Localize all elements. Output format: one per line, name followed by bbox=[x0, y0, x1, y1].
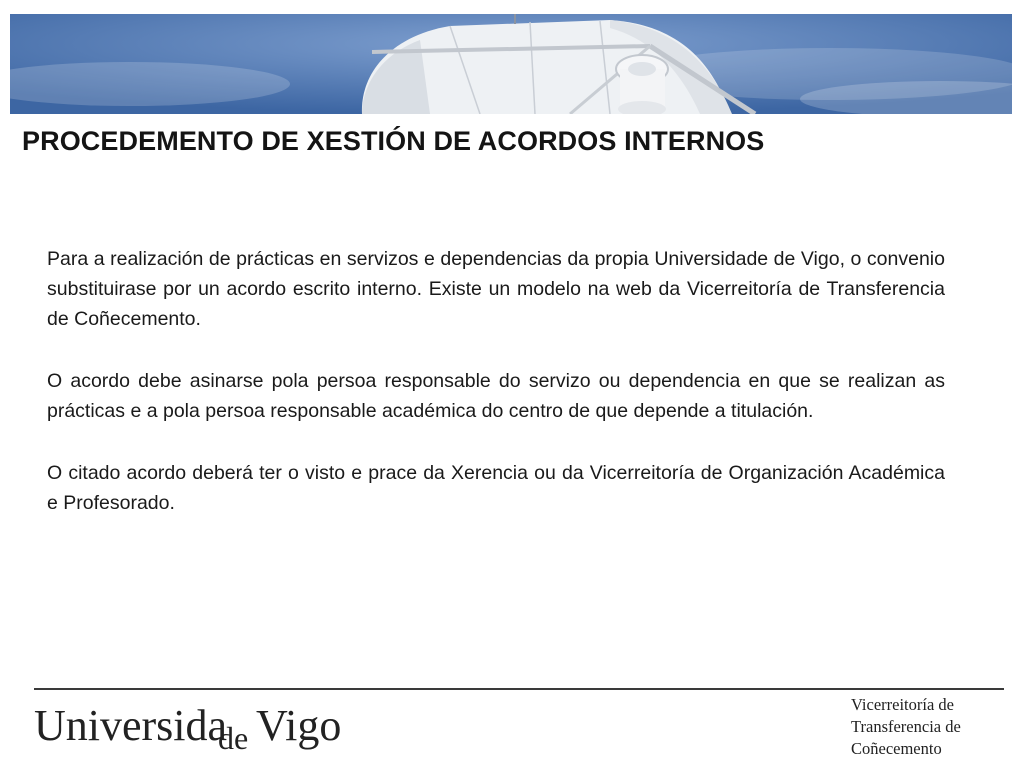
department-name bbox=[851, 694, 1021, 760]
logo-text-vigo: Vigo bbox=[256, 701, 342, 750]
footer-divider bbox=[34, 688, 1004, 690]
department-line-3: Coñecemento bbox=[851, 739, 942, 758]
slide-title: PROCEDEMENTO DE XESTIÓN DE ACORDOS INTERNOS bbox=[22, 126, 765, 156]
department-line-1: Vicerreitoría de bbox=[851, 695, 954, 714]
logo-text-de: de bbox=[218, 720, 249, 756]
slide-body bbox=[47, 244, 945, 550]
logo-text-universida: Universida bbox=[34, 701, 228, 750]
department-line-2: Transferencia de bbox=[851, 717, 961, 736]
paragraph-1: Para a realización de prácticas en servizos e dependencias da propia Universidade de Vigo, o convenio substituirase por un acordo escrito interno. Existe un modelo na web da Vicerreitoría de Transferencia de Coñecemento. bbox=[47, 248, 945, 330]
paragraph-3: O citado acordo deberá ter o visto e prace da Xerencia ou da Vicerreitoría de Organización Académica e Profesorado. bbox=[47, 462, 945, 514]
satellite-dish-icon bbox=[10, 14, 1012, 114]
header-banner-image bbox=[10, 14, 1012, 114]
university-logo bbox=[34, 700, 354, 760]
paragraph-2: O acordo debe asinarse pola persoa responsable do servizo ou dependencia en que se realizan as prácticas e a pola persoa responsable académica do centro de que depende a titulación. bbox=[47, 370, 945, 422]
